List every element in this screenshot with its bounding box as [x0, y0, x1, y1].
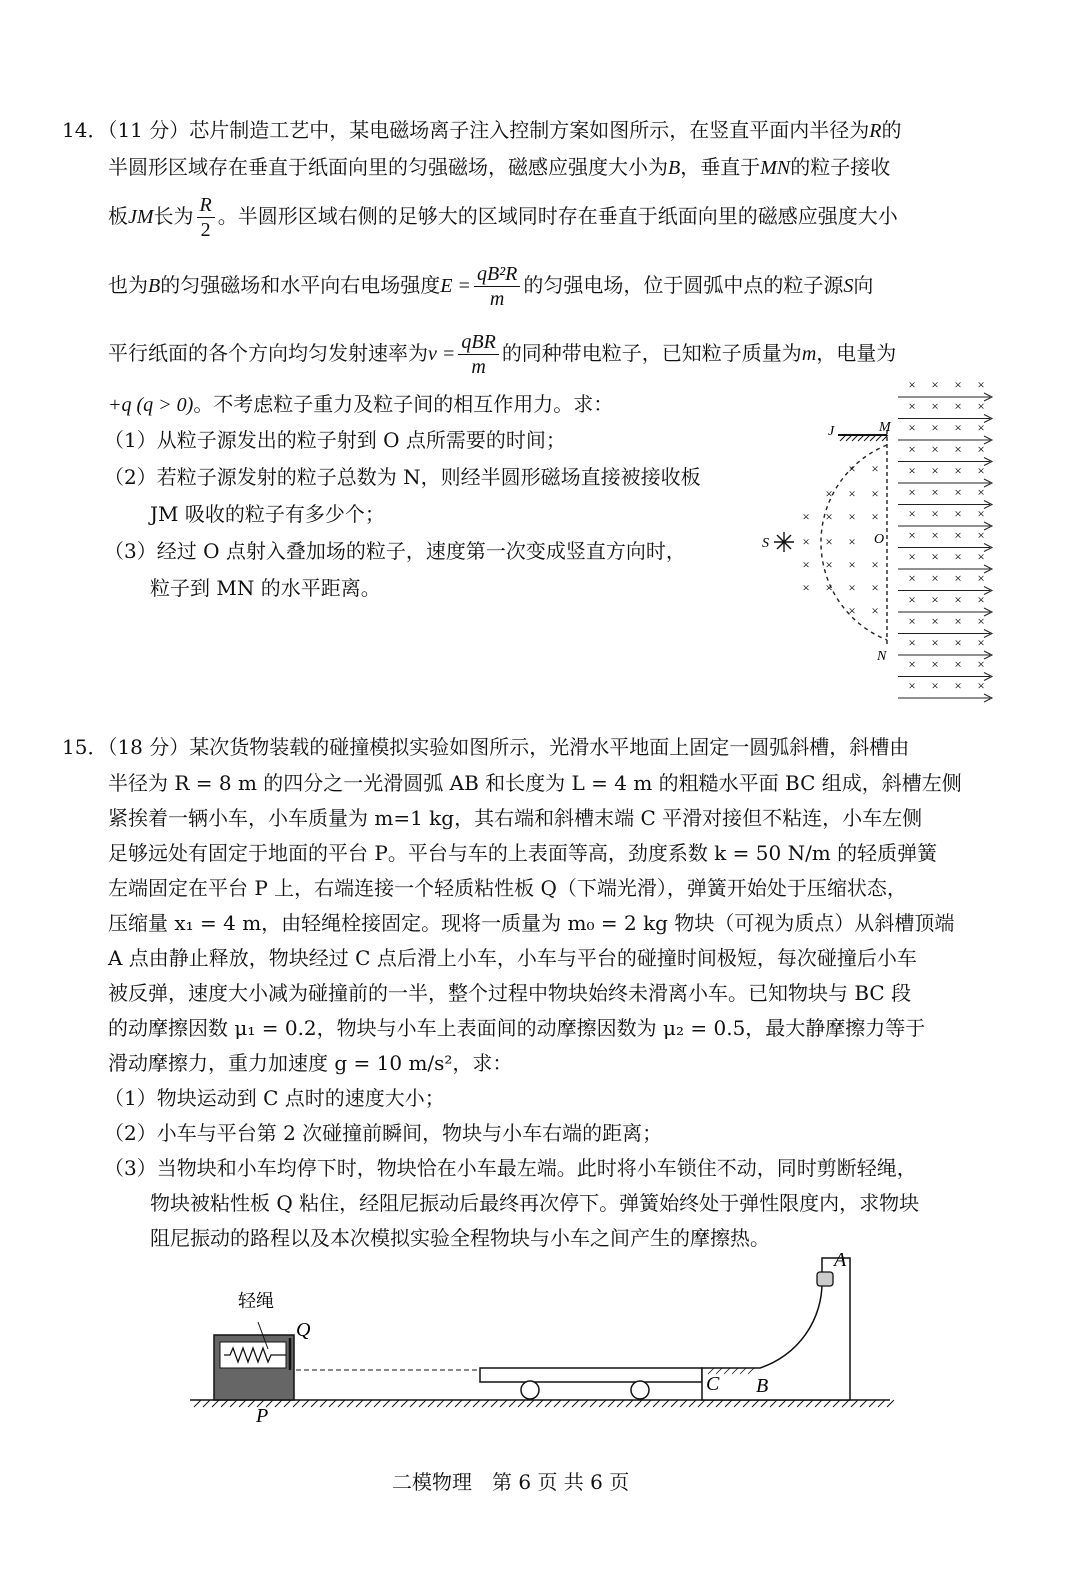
- ground-hatch-mark: [482, 1400, 489, 1407]
- ground-hatch-mark: [194, 1400, 201, 1407]
- field-cross: ×: [908, 549, 916, 564]
- field-cross: ×: [931, 398, 939, 414]
- q14-line-4: 也为B的匀强磁场和水平向右电场强度E = $\frac{\text{qB²R}}{m}$ 的匀强电场，位于圆弧中点的粒子源S向: [108, 263, 874, 310]
- field-cross: ×: [977, 656, 985, 672]
- label-a: A: [834, 1250, 847, 1271]
- ground-hatch-mark: [491, 1400, 498, 1407]
- ground-hatch-mark: [644, 1400, 651, 1407]
- label-n: N: [877, 649, 887, 664]
- field-cross: ×: [977, 613, 985, 629]
- ground-hatch-mark: [671, 1400, 678, 1407]
- ground-hatch-mark: [527, 1400, 534, 1407]
- field-cross: ×: [977, 506, 985, 521]
- field-cross: ×: [931, 678, 939, 693]
- ground-hatch-mark: [275, 1400, 282, 1407]
- q15-line-10: 滑动摩擦力，重力加速度 g = 10 m/s²，求：: [108, 1051, 513, 1075]
- q14-line-2: 半圆形区域存在垂直于纸面向里的匀强磁场，磁感应强度大小为B，垂直于MN的粒子接收: [108, 155, 891, 179]
- field-cross: ×: [977, 570, 985, 586]
- ground-hatch-mark: [437, 1400, 444, 1407]
- field-cross: ×: [954, 678, 962, 693]
- field-cross: ×: [977, 678, 985, 693]
- ground-hatch-mark: [203, 1400, 210, 1407]
- field-cross: ×: [931, 549, 939, 564]
- ground-hatch-mark: [554, 1400, 561, 1407]
- ground-hatch-mark: [761, 1400, 768, 1407]
- ground-hatch-mark: [851, 1400, 858, 1407]
- ground-hatch-mark: [653, 1400, 660, 1407]
- field-cross: ×: [908, 613, 916, 629]
- field-cross: ×: [848, 486, 856, 501]
- ground-hatch-mark: [860, 1400, 867, 1407]
- particle-source-icon: [774, 532, 794, 552]
- ground-hatch-mark: [734, 1400, 741, 1407]
- field-cross: ×: [908, 441, 916, 457]
- ground-hatch-mark: [212, 1400, 219, 1407]
- field-cross: ×: [977, 463, 985, 478]
- field-cross: ×: [908, 570, 916, 586]
- field-cross: ×: [931, 635, 939, 650]
- field-cross: ×: [908, 506, 916, 521]
- field-cross: ×: [908, 656, 916, 672]
- ground-hatch-mark: [635, 1400, 642, 1407]
- field-cross: ×: [848, 509, 856, 524]
- field-cross: ×: [931, 484, 939, 500]
- figure-q14-field-diagram: [760, 375, 1020, 715]
- field-cross: ×: [954, 570, 962, 586]
- block-m0: [817, 1272, 833, 1286]
- field-cross: ×: [977, 398, 985, 414]
- q15-line-6: 压缩量 x₁ = 4 m，由轻绳栓接固定。现将一质量为 m₀ = 2 kg 物块（可视为质点）从斜槽顶端: [108, 911, 955, 935]
- ground-hatch-mark: [788, 1400, 795, 1407]
- ground-hatch-mark: [311, 1400, 318, 1407]
- field-cross: ×: [825, 557, 833, 572]
- field-cross: ×: [954, 420, 962, 435]
- field-cross: ×: [908, 398, 916, 414]
- field-cross: ×: [977, 592, 985, 607]
- field-cross: ×: [848, 603, 856, 618]
- ground-hatch-mark: [815, 1400, 822, 1407]
- field-cross: ×: [977, 441, 985, 457]
- q14-line-3: 板JM长为 $\frac{R}{2}$ 。半圆形区域右侧的足够大的区域同时存在垂直于纸面向里的磁感应强度大小: [108, 194, 898, 241]
- label-o: O: [874, 532, 885, 547]
- field-cross: ×: [802, 534, 810, 549]
- ground-hatch-mark: [563, 1400, 570, 1407]
- ground-hatch-mark: [383, 1400, 390, 1407]
- field-cross: ×: [825, 486, 833, 501]
- label-b: B: [756, 1375, 769, 1397]
- ground-hatch-mark: [716, 1400, 723, 1407]
- q15-line-7: A 点由静止释放，物块经过 C 点后滑上小车，小车与平台的碰撞时间极短，每次碰撞后小车: [108, 946, 917, 970]
- q14-line-5: 平行纸面的各个方向均匀发射速率为v = $\frac{\text{qBR}}{m}$ 的同种带电粒子，已知粒子质量为m，电量为: [108, 331, 897, 378]
- field-cross: ×: [954, 592, 962, 607]
- ground-hatch-mark: [608, 1400, 615, 1407]
- ground-hatch-mark: [410, 1400, 417, 1407]
- ground-hatch-mark: [365, 1400, 372, 1407]
- ground-hatch-mark: [824, 1400, 831, 1407]
- field-cross: ×: [908, 377, 916, 392]
- field-cross: ×: [848, 534, 856, 549]
- ground-hatch-mark: [392, 1400, 399, 1407]
- ground-hatch-mark: [887, 1400, 894, 1407]
- field-cross: ×: [908, 527, 916, 543]
- q15-line-5: 左端固定在平台 P 上，右端连接一个轻质粘性板 Q（下端光滑），弹簧开始处于压缩状态，: [108, 876, 907, 900]
- ground-hatch-mark: [842, 1400, 849, 1407]
- field-cross: ×: [977, 420, 985, 435]
- ground-hatch-mark: [752, 1400, 759, 1407]
- field-cross: ×: [931, 656, 939, 672]
- ground-hatch-mark: [329, 1400, 336, 1407]
- field-cross: ×: [977, 484, 985, 500]
- ground-hatch-mark: [698, 1400, 705, 1407]
- field-cross: ×: [848, 580, 856, 595]
- ground-hatch-mark: [455, 1400, 462, 1407]
- field-cross: ×: [802, 557, 810, 572]
- label-p: P: [256, 1405, 269, 1427]
- ground-hatch-mark: [689, 1400, 696, 1407]
- ground-hatch-mark: [320, 1400, 327, 1407]
- field-cross: ×: [954, 377, 962, 392]
- ground-hatch-mark: [374, 1400, 381, 1407]
- ground-hatch-mark: [302, 1400, 309, 1407]
- q15-line-1: 15．（18 分）某次货物装载的碰撞模拟实验如图所示，光滑水平地面上固定一圆弧斜槽，斜槽由: [62, 735, 910, 759]
- field-cross: ×: [931, 570, 939, 586]
- ground-hatch-mark: [806, 1400, 813, 1407]
- ground-hatch-mark: [356, 1400, 363, 1407]
- ground-hatch-mark: [869, 1400, 876, 1407]
- ground-hatch-mark: [770, 1400, 777, 1407]
- field-cross: ×: [802, 509, 810, 524]
- field-cross: ×: [825, 509, 833, 524]
- field-cross: ×: [931, 441, 939, 457]
- ground-hatch-mark: [581, 1400, 588, 1407]
- q15-sub-1: （1）物块运动到 C 点时的速度大小；: [104, 1086, 445, 1110]
- field-cross: ×: [954, 635, 962, 650]
- cart-body: [480, 1368, 702, 1382]
- q14-sub-3b: 粒子到 MN 的水平距离。: [150, 576, 381, 600]
- field-cross: ×: [954, 398, 962, 414]
- field-cross: ×: [871, 461, 879, 476]
- field-cross: ×: [931, 506, 939, 521]
- ground-hatch-mark: [590, 1400, 597, 1407]
- label-j: J: [828, 424, 835, 439]
- field-cross: ×: [848, 461, 856, 476]
- ground-hatch-mark: [662, 1400, 669, 1407]
- q14-sub-2a: （2）若粒子源发射的粒子总数为 N，则经半圆形磁场直接被接收板: [104, 465, 701, 489]
- field-cross: ×: [908, 678, 916, 693]
- field-cross: ×: [954, 613, 962, 629]
- label-rope: 轻绳: [238, 1291, 274, 1311]
- field-cross: ×: [908, 420, 916, 435]
- field-cross: ×: [954, 656, 962, 672]
- ground-hatch-mark: [500, 1400, 507, 1407]
- field-cross: ×: [871, 486, 879, 501]
- field-cross: ×: [977, 635, 985, 650]
- field-cross: ×: [954, 441, 962, 457]
- field-cross: ×: [954, 549, 962, 564]
- field-cross: ×: [802, 580, 810, 595]
- field-cross: ×: [871, 509, 879, 524]
- ground-hatch-mark: [617, 1400, 624, 1407]
- q15-sub-3b: 物块被粘性板 Q 粘住，经阻尼振动后最终再次停下。弹簧始终处于弹性限度内，求物块: [150, 1191, 920, 1215]
- ground-hatch-mark: [743, 1400, 750, 1407]
- magnetic-field-crosses-right: [908, 377, 984, 693]
- field-cross: ×: [848, 557, 856, 572]
- label-q: Q: [296, 1319, 311, 1341]
- cart-wheel-left: [521, 1381, 539, 1399]
- q14-sub-3a: （3）经过 O 点射入叠加场的粒子，速度第一次变成竖直方向时，: [104, 539, 686, 563]
- ground-hatch-mark: [833, 1400, 840, 1407]
- ground-hatch-mark: [248, 1400, 255, 1407]
- ground-hatch-mark: [680, 1400, 687, 1407]
- ground-hatch-mark: [572, 1400, 579, 1407]
- field-cross: ×: [871, 557, 879, 572]
- ground-hatch-mark: [473, 1400, 480, 1407]
- field-cross: ×: [977, 527, 985, 543]
- fraction-speed: $\frac{\text{qBR}}{m}$: [458, 330, 498, 379]
- field-cross: ×: [931, 420, 939, 435]
- field-cross: ×: [977, 377, 985, 392]
- ground-hatch-mark: [293, 1400, 300, 1407]
- ground-hatch-mark: [464, 1400, 471, 1407]
- field-cross: ×: [954, 527, 962, 543]
- ground-hatch-mark: [878, 1400, 885, 1407]
- ground-hatch-mark: [779, 1400, 786, 1407]
- field-cross: ×: [931, 377, 939, 392]
- field-cross: ×: [931, 463, 939, 478]
- field-cross: ×: [825, 534, 833, 549]
- q15-sub-2: （2）小车与平台第 2 次碰撞前瞬间，物块与小车右端的距离；: [104, 1121, 663, 1145]
- field-cross: ×: [825, 580, 833, 595]
- ground-hatching: [194, 1400, 894, 1407]
- field-cross: ×: [908, 635, 916, 650]
- field-cross: ×: [931, 613, 939, 629]
- ground-hatch-mark: [446, 1400, 453, 1407]
- ground-hatch-mark: [797, 1400, 804, 1407]
- magnetic-field-crosses-semicircle: [802, 461, 878, 618]
- field-cross: ×: [977, 549, 985, 564]
- page-footer: 二模物理 第 6 页 共 6 页: [392, 1470, 630, 1494]
- ground-hatch-mark: [221, 1400, 228, 1407]
- field-cross: ×: [908, 592, 916, 607]
- q14-line-6: +q (q > 0)。不考虑粒子重力及粒子间的相互作用力。求：: [108, 392, 614, 416]
- field-cross: ×: [871, 603, 879, 618]
- ground-hatch-mark: [401, 1400, 408, 1407]
- ground-hatch-mark: [347, 1400, 354, 1407]
- ground-hatch-mark: [509, 1400, 516, 1407]
- q14-line-1: 14．（11 分）芯片制造工艺中，某电磁场离子注入控制方案如图所示，在竖直平面内半径为R的: [62, 118, 902, 142]
- field-cross: ×: [871, 580, 879, 595]
- field-cross: ×: [954, 484, 962, 500]
- fraction-field-strength: $\frac{\text{qB²R}}{m}$: [474, 262, 520, 311]
- q15-line-2: 半径为 R = 8 m 的四分之一光滑圆弧 AB 和长度为 L = 4 m 的粗糙水平面 BC 组成，斜槽左侧: [108, 771, 962, 795]
- label-c: C: [706, 1373, 720, 1395]
- ground-hatch-mark: [599, 1400, 606, 1407]
- ground-hatch-mark: [626, 1400, 633, 1407]
- cart-wheel-right: [631, 1381, 649, 1399]
- q15-line-9: 的动摩擦因数 μ₁ = 0.2，物块与小车上表面间的动摩擦因数为 μ₂ = 0.5，最大静摩擦力等于: [108, 1016, 926, 1040]
- q15-line-8: 被反弹，速度大小减为碰撞前的一半，整个过程中物块始终未滑离小车。已知物块与 BC 段: [108, 981, 912, 1005]
- q15-line-3: 紧挨着一辆小车，小车质量为 m=1 kg，其右端和斜槽末端 C 平滑对接但不粘连，小车左侧: [108, 806, 923, 830]
- q15-line-4: 足够远处有固定于地面的平台 P。平台与车的上表面等高，劲度系数 k = 50 N/m 的轻质弹簧: [108, 841, 938, 865]
- ground-hatch-mark: [338, 1400, 345, 1407]
- label-s: S: [762, 536, 769, 551]
- field-cross: ×: [954, 506, 962, 521]
- ground-hatch-mark: [707, 1400, 714, 1407]
- fraction-r-over-2: $\frac{R}{2}$: [197, 193, 215, 242]
- ground-hatch-mark: [518, 1400, 525, 1407]
- ground-hatch-mark: [230, 1400, 237, 1407]
- ground-hatch-mark: [284, 1400, 291, 1407]
- ground-hatch-mark: [239, 1400, 246, 1407]
- q15-sub-3c: 阻尼振动的路程以及本次模拟实验全程物块与小车之间产生的摩擦热。: [150, 1226, 770, 1250]
- field-cross: ×: [954, 463, 962, 478]
- field-cross: ×: [931, 592, 939, 607]
- field-cross: ×: [908, 463, 916, 478]
- ground-hatch-mark: [545, 1400, 552, 1407]
- field-cross: ×: [931, 527, 939, 543]
- q15-sub-3a: （3）当物块和小车均停下时，物块恰在小车最左端。此时将小车锁住不动，同时剪断轻绳，: [104, 1156, 917, 1180]
- q14-sub-1: （1）从粒子源发出的粒子射到 O 点所需要的时间；: [104, 428, 566, 452]
- ground-hatch-mark: [536, 1400, 543, 1407]
- q14-sub-2b: JM 吸收的粒子有多少个；: [150, 502, 385, 526]
- ground-hatch-mark: [428, 1400, 435, 1407]
- ground-hatch-mark: [725, 1400, 732, 1407]
- field-cross: ×: [908, 484, 916, 500]
- label-m: M: [879, 420, 891, 435]
- figure-q15-apparatus: [180, 1250, 900, 1430]
- ground-hatch-mark: [419, 1400, 426, 1407]
